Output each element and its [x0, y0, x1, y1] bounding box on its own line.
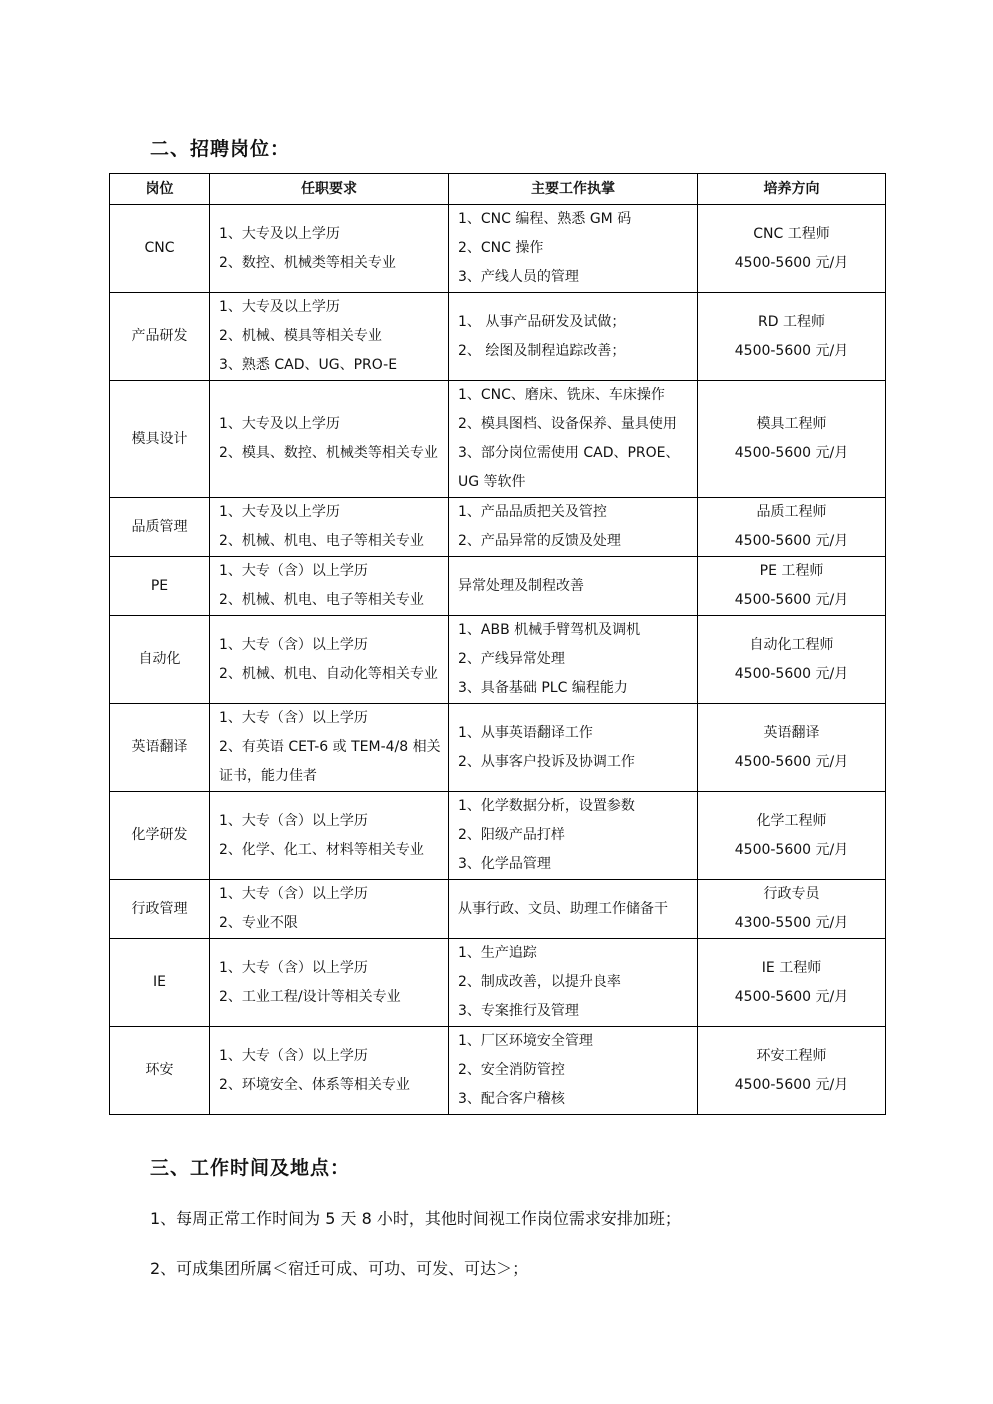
table-row: [110, 293, 886, 381]
salary-range: 4500-5600 元/月: [734, 1076, 849, 1093]
position-cell: 产品研发: [110, 293, 210, 381]
salary-range: 4500-5600 元/月: [734, 665, 849, 682]
duty-line: 2、产品异常的反馈及处理: [458, 533, 621, 549]
direction-cell: [698, 381, 886, 498]
requirement-line: 2、机械、机电、电子等相关专业: [219, 592, 424, 608]
direction-cell: [698, 205, 886, 293]
requirement-line: 1、大专及以上学历: [219, 225, 340, 242]
career-direction: 英语翻译: [763, 724, 820, 741]
requirements-cell: [210, 792, 449, 880]
table-row: [110, 557, 886, 616]
table-row: [110, 381, 886, 498]
requirement-line: 1、大专及以上学历: [219, 299, 340, 315]
direction-cell: [698, 557, 886, 616]
requirements-cell: [210, 293, 449, 381]
position-cell: 英语翻译: [110, 704, 210, 792]
career-direction: 模具工程师: [756, 416, 827, 432]
duty-line: 2、模具图档、设备保养、量具使用: [458, 416, 677, 432]
duties-cell: [449, 381, 698, 498]
position-cell: 环安: [110, 1027, 210, 1115]
duty-line: 1、生产追踪: [458, 945, 537, 961]
requirements-cell: [210, 498, 449, 557]
career-direction: 环安工程师: [756, 1047, 827, 1064]
career-direction: 品质工程师: [756, 504, 827, 520]
duty-line: 1、CNC 编程、熟悉 GM 码: [458, 211, 632, 227]
requirement-line: 2、模具、数控、机械类等相关专业: [219, 445, 438, 461]
position-cell: 行政管理: [110, 880, 210, 939]
requirement-line: 1、大专（含）以上学历: [219, 959, 368, 976]
duties-cell: [449, 557, 698, 616]
requirements-cell: [210, 939, 449, 1027]
duty-line: 1、 从事产品研发及试做；: [458, 313, 626, 330]
requirement-line: 1、大专（含）以上学历: [219, 563, 368, 579]
duties-cell: [449, 293, 698, 381]
duty-line: 3、专案推行及管理: [458, 1003, 579, 1019]
position-cell: CNC: [110, 205, 210, 293]
table-body: [110, 205, 886, 1115]
duty-line: 2、从事客户投诉及协调工作: [458, 753, 635, 770]
duty-line: 2、产线异常处理: [458, 651, 565, 667]
requirements-cell: [210, 205, 449, 293]
requirement-line: 2、专业不限: [219, 915, 298, 931]
requirement-line: 3、熟悉 CAD、UG、PRO-E: [219, 357, 398, 373]
salary-range: 4500-5600 元/月: [734, 342, 849, 359]
career-direction: 自动化工程师: [749, 636, 834, 653]
header-duties: 主要工作执掌: [449, 174, 698, 205]
salary-range: 4500-5600 元/月: [734, 988, 849, 1005]
header-position: 岗位: [110, 174, 210, 205]
requirement-line: 2、化学、化工、材料等相关专业: [219, 841, 424, 858]
duty-line: 2、阳级产品打样: [458, 827, 565, 843]
position-cell: 模具设计: [110, 381, 210, 498]
requirement-line: 1、大专及以上学历: [219, 416, 340, 432]
header-requirements: 任职要求: [210, 174, 449, 205]
duties-cell: [449, 1027, 698, 1115]
header-direction: 培养方向: [698, 174, 886, 205]
salary-range: 4500-5600 元/月: [734, 445, 849, 461]
duty-line: 1、CNC、磨床、铣床、车床操作: [458, 387, 665, 403]
table-row: [110, 939, 886, 1027]
salary-range: 4500-5600 元/月: [734, 753, 849, 770]
requirement-line: 2、有英语 CET-6 或 TEM-4/8 相关证书，能力佳者: [219, 739, 441, 784]
requirements-cell: [210, 704, 449, 792]
career-direction: CNC 工程师: [753, 225, 830, 242]
salary-range: 4500-5600 元/月: [734, 592, 849, 608]
requirement-line: 1、大专及以上学历: [219, 504, 340, 520]
table-row: [110, 704, 886, 792]
duties-cell: [449, 792, 698, 880]
recruitment-table: [109, 173, 886, 1115]
duties-cell: [449, 939, 698, 1027]
requirements-cell: [210, 880, 449, 939]
duty-line: 1、ABB 机械手臂驾机及调机: [458, 622, 641, 638]
requirement-line: 2、工业工程/设计等相关专业: [219, 988, 401, 1005]
table-row: [110, 880, 886, 939]
salary-range: 4500-5600 元/月: [734, 254, 849, 271]
career-direction: RD 工程师: [758, 313, 825, 330]
duty-line: 2、制成改善，以提升良率: [458, 974, 621, 990]
duty-line: 2、安全消防管控: [458, 1062, 565, 1078]
requirement-line: 1、大专（含）以上学历: [219, 812, 368, 829]
section-3-heading: 三、工作时间及地点：: [150, 1157, 351, 1179]
duty-line: 3、部分岗位需使用 CAD、PROE、UG 等软件: [458, 445, 680, 490]
position-cell: IE: [110, 939, 210, 1027]
career-direction: 化学工程师: [756, 812, 827, 829]
direction-cell: [698, 704, 886, 792]
position-cell: 化学研发: [110, 792, 210, 880]
duty-line: 1、从事英语翻译工作: [458, 724, 593, 741]
duty-line: 2、 绘图及制程追踪改善；: [458, 342, 626, 359]
salary-range: 4500-5600 元/月: [734, 533, 849, 549]
career-direction: IE 工程师: [761, 959, 822, 976]
section-2-heading: 二、招聘岗位：: [150, 138, 291, 160]
duty-line: 2、CNC 操作: [458, 240, 544, 256]
duties-cell: [449, 205, 698, 293]
direction-cell: [698, 792, 886, 880]
career-direction: PE 工程师: [759, 563, 824, 579]
table-row: [110, 498, 886, 557]
position-cell: 自动化: [110, 616, 210, 704]
requirement-line: 1、大专（含）以上学历: [219, 1047, 368, 1064]
position-cell: 品质管理: [110, 498, 210, 557]
direction-cell: [698, 498, 886, 557]
table-row: [110, 792, 886, 880]
requirement-line: 2、机械、机电、电子等相关专业: [219, 533, 424, 549]
duties-cell: [449, 880, 698, 939]
direction-cell: [698, 293, 886, 381]
duty-line: 3、化学品管理: [458, 856, 551, 872]
direction-cell: [698, 616, 886, 704]
duty-line: 3、配合客户稽核: [458, 1091, 565, 1107]
career-direction: 行政专员: [763, 886, 820, 902]
requirements-cell: [210, 381, 449, 498]
requirements-cell: [210, 1027, 449, 1115]
requirement-line: 2、机械、机电、自动化等相关专业: [219, 665, 438, 682]
duty-line: 异常处理及制程改善: [458, 577, 584, 594]
requirement-line: 2、环境安全、体系等相关专业: [219, 1076, 410, 1093]
table-row: [110, 616, 886, 704]
direction-cell: [698, 1027, 886, 1115]
position-cell: PE: [110, 557, 210, 616]
requirement-line: 1、大专（含）以上学历: [219, 636, 368, 653]
duty-line: 3、具备基础 PLC 编程能力: [458, 680, 628, 696]
duty-line: 从事行政、文员、助理工作储备干: [458, 900, 668, 917]
requirements-cell: [210, 616, 449, 704]
salary-range: 4300-5500 元/月: [734, 915, 849, 931]
duty-line: 1、产品品质把关及管控: [458, 504, 607, 520]
duty-line: 1、化学数据分析，设置参数: [458, 798, 635, 814]
requirements-cell: [210, 557, 449, 616]
requirement-line: 1、大专（含）以上学历: [219, 886, 368, 902]
requirement-line: 2、机械、模具等相关专业: [219, 328, 382, 344]
work-time-paragraph: 1、每周正常工作时间为 5 天 8 小时，其他时间视工作岗位需求安排加班；: [150, 1209, 681, 1228]
direction-cell: [698, 939, 886, 1027]
table-header-row: [110, 174, 886, 205]
requirement-line: 1、大专（含）以上学历: [219, 710, 368, 726]
duties-cell: [449, 704, 698, 792]
direction-cell: [698, 880, 886, 939]
duty-line: 3、产线人员的管理: [458, 269, 579, 285]
duty-line: 1、厂区环境安全管理: [458, 1033, 593, 1049]
table-row: [110, 205, 886, 293]
salary-range: 4500-5600 元/月: [734, 841, 849, 858]
table-row: [110, 1027, 886, 1115]
requirement-line: 2、数控、机械类等相关专业: [219, 254, 396, 271]
work-location-paragraph: 2、可成集团所属＜宿迁可成、可功、可发、可达＞；: [150, 1259, 529, 1278]
duties-cell: [449, 498, 698, 557]
duties-cell: [449, 616, 698, 704]
